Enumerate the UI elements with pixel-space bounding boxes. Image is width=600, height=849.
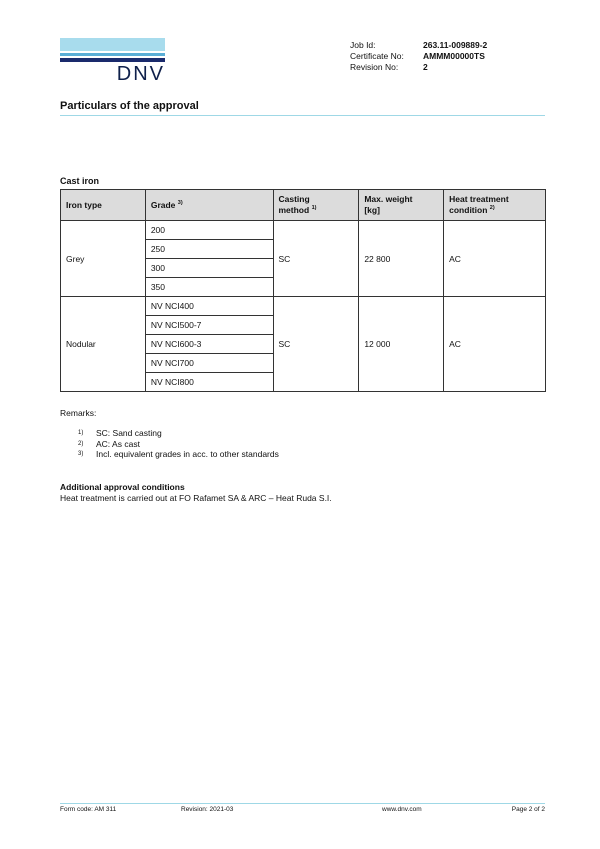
grade-cell: 250 xyxy=(145,240,273,259)
page-footer xyxy=(60,803,545,813)
certificate-value: AMMM00000TS xyxy=(423,51,485,61)
job-id-label: Job Id: xyxy=(350,40,376,50)
iron-type-cell: Nodular xyxy=(61,297,146,392)
revision-row xyxy=(350,62,487,73)
header-max-weight: Max. weight [kg] xyxy=(359,190,444,221)
grade-cell: NV NCI400 xyxy=(145,297,273,316)
header-iron-type: Iron type xyxy=(61,190,146,221)
table-row xyxy=(61,221,546,240)
logo-wordmark: DNV xyxy=(116,63,165,85)
certificate-label: Certificate No: xyxy=(350,51,404,61)
additional-conditions-text: Heat treatment is carried out at FO Rafamet SA & ARC – Heat Ruda S.I. xyxy=(60,493,332,503)
section-title: Particulars of the approval xyxy=(60,100,545,116)
header-grade: Grade $^{3)}$ xyxy=(145,190,273,221)
grade-cell: NV NCI800 xyxy=(145,373,273,392)
remarks-label: Remarks: xyxy=(60,408,97,418)
revision-value: 2 xyxy=(423,62,428,72)
job-id-value: 263.11-009889-2 xyxy=(423,40,488,50)
remark-number: 2) xyxy=(78,440,84,447)
header-heat-treatment: Heat treatment condition $^{2)}$ xyxy=(444,190,546,221)
additional-conditions-title: Additional approval conditions xyxy=(60,482,185,492)
job-id-row xyxy=(350,40,487,51)
logo-bar-navy xyxy=(60,58,165,62)
footer-form-code: Form code: AM 311 xyxy=(60,806,117,813)
revision-label: Revision No: xyxy=(350,62,399,72)
remark-text: SC: Sand casting xyxy=(96,428,162,438)
casting-method-cell: SC xyxy=(273,221,359,297)
footer-website: www.dnv.com xyxy=(382,806,422,813)
header-casting-method: Casting method $^{1)}$ xyxy=(273,190,359,221)
grade-cell: NV NCI700 xyxy=(145,354,273,373)
grade-cell: 300 xyxy=(145,259,273,278)
dnv-logo xyxy=(60,38,165,84)
remark-item xyxy=(78,428,279,439)
remark-text: Incl. equivalent grades in acc. to other standards xyxy=(96,449,279,459)
remark-item xyxy=(78,439,279,450)
footer-page-number: Page 2 of 2 xyxy=(511,806,545,813)
grade-cell: NV NCI600-3 xyxy=(145,335,273,354)
approval-table xyxy=(60,189,546,392)
table-title: Cast iron xyxy=(60,176,100,186)
casting-method-cell: SC xyxy=(273,297,359,392)
grade-cell: 350 xyxy=(145,278,273,297)
logo-bar-light xyxy=(60,38,165,51)
document-meta xyxy=(350,40,487,73)
table-row xyxy=(61,297,546,316)
heat-treatment-cell: AC xyxy=(444,297,546,392)
remark-item xyxy=(78,449,279,460)
footer-revision: Revision: 2021-03 xyxy=(181,806,234,813)
logo-bar-mid xyxy=(60,53,165,56)
heat-treatment-cell: AC xyxy=(444,221,546,297)
remark-number: 1) xyxy=(78,430,84,436)
remark-text: AC: As cast xyxy=(96,438,140,449)
grade-cell: NV NCI500-7 xyxy=(145,316,273,335)
table-header-row xyxy=(61,190,546,221)
certificate-row xyxy=(350,51,487,62)
iron-type-cell: Grey xyxy=(61,221,146,297)
max-weight-cell: 22 800 xyxy=(359,221,444,297)
max-weight-cell: 12 000 xyxy=(359,297,444,392)
remarks-list xyxy=(78,428,279,460)
grade-cell: 200 xyxy=(145,221,273,240)
remark-number: 3) xyxy=(78,451,84,457)
